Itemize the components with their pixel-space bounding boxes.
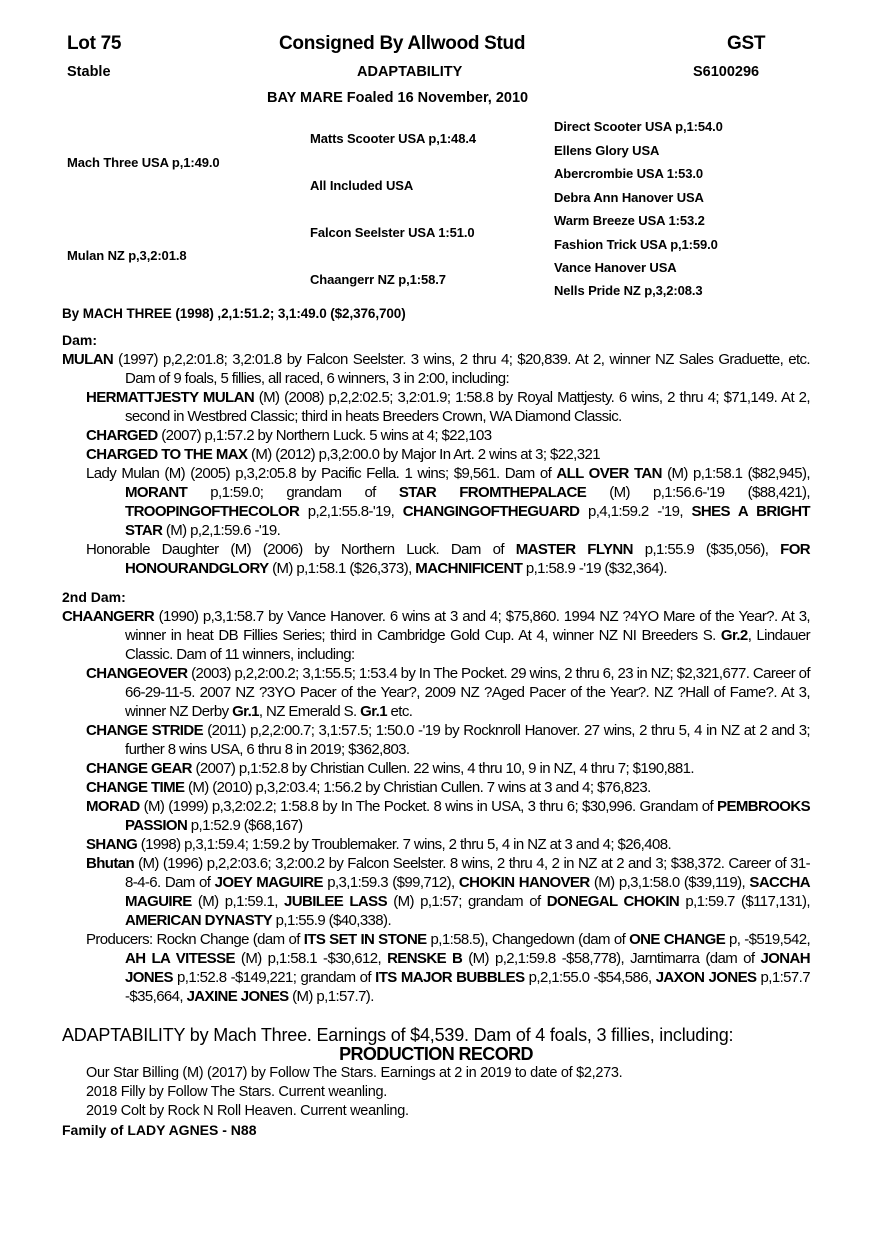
horse-name-bold: JUBILEE LASS (284, 893, 387, 910)
lot-number: Lot 75 (67, 33, 122, 54)
entry-text: , NZ Emerald S. (258, 703, 361, 720)
entry-text: p,1:59.7 ($117,131), (679, 893, 810, 910)
entry-text: p, -$519,542, (725, 931, 811, 948)
horse-name-bold: MASTER FLYNN (515, 541, 633, 558)
horse-name-bold: JONAH JONES (125, 950, 810, 986)
entry-text: (M) p,1:58.1 -$30,612, (234, 950, 388, 967)
entry-text: p,1:58.5), Changedown (dam of (426, 931, 630, 948)
entry-text: p,1:52.8 -$149,221; grandam of (172, 969, 376, 986)
entry-text: , Lindauer Classic. Dam of 11 winners, including: (125, 627, 810, 663)
horse-name-bold: ITS SET IN STONE (303, 931, 427, 948)
second-dam-label: 2nd Dam: (62, 589, 126, 605)
entry-text: (M) (2010) p,3,2:03.4; 1:56.2 by Christian Cullen. 7 wins at 3 and 4; $76,823. (184, 779, 651, 796)
summary-line: ADAPTABILITY by Mach Three. Earnings of $4,539. Dam of 4 foals, 3 fillies, including: (62, 1025, 734, 1045)
pedigree-gen3: Warm Breeze USA 1:53.2 (554, 213, 705, 228)
horse-name-bold: CHANGINGOFTHEGUARD (402, 503, 580, 520)
horse-name-bold: DONEGAL CHOKIN (546, 893, 680, 910)
horse-name-bold: FOR HONOURANDGLORY (125, 541, 810, 577)
code: GST (727, 33, 766, 54)
pedigree-gen3: Vance Hanover USA (554, 260, 677, 275)
entry-text: (M) p,1:56.6-'19 ($88,421), (586, 484, 810, 501)
horse-name-bold: ALL OVER TAN (556, 465, 662, 482)
progeny-entry (62, 759, 810, 778)
entry-text: (M) p,2,1:59.6 -'19. (162, 522, 281, 539)
horse-name-bold: MULAN (62, 351, 114, 368)
entry-text: (1997) p,2,2:01.8; 3,2:01.8 by Falcon Seelster. 3 wins, 2 thru 4; $20,839. At 2, winner NZ Sales Graduette, etc. Dam of 9 foals, 5 fillies, all raced, 6 winners, 3 in 2:00, including: (113, 351, 810, 387)
entry-text: p,1:55.9 ($35,056), (632, 541, 781, 558)
horse-name-bold: CHANGE TIME (86, 779, 185, 796)
entry-text: p,1:59.0; grandam of (187, 484, 399, 501)
entry-text: p,1:52.9 ($68,167) (187, 817, 303, 834)
progeny-entry (62, 778, 810, 797)
entry-text: (M) p,1:58.1 ($82,945), (661, 465, 810, 482)
progeny-entry (62, 426, 810, 445)
horse-name-bold: SACCHA MAGUIRE (125, 874, 810, 910)
entry-text: (2011) p,2,2:00.7; 3,1:57.5; 1:50.0 -'19 by Rocknroll Hanover. 27 wins, 2 thru 5, 4 in NZ at 2 and 3; further 8 wins USA, 6 thru 8 in 2019; $362,803. (125, 722, 810, 758)
horse-name-bold: CHAANGERR (62, 608, 155, 625)
pedigree-gen2: All Included USA (310, 178, 414, 193)
progeny-entry (62, 721, 810, 759)
progeny-entry (62, 445, 810, 464)
entry-text: etc. (386, 703, 413, 720)
horse-name-bold: SHANG (86, 836, 138, 853)
pedigree-gen3: Abercrombie USA 1:53.0 (554, 166, 704, 181)
horse-name-bold: CHANGE GEAR (86, 760, 192, 777)
pedigree-gen3: Fashion Trick USA p,1:59.0 (554, 237, 718, 252)
consignor: Consigned By Allwood Stud (279, 33, 526, 54)
entry-text: Lady Mulan (M) (2005) p,3,2:05.8 by Pacific Fella. 1 wins; $9,561. Dam of (86, 465, 557, 482)
horse-name-bold: Gr.1 (360, 703, 387, 720)
dam-entries (62, 350, 810, 578)
family-line: Family of LADY AGNES - N88 (62, 1122, 257, 1138)
horse-name-bold: CHANGE STRIDE (86, 722, 204, 739)
horse-name-bold: CHARGED (86, 427, 158, 444)
entry-text: (M) (2012) p,3,2:00.0 by Major In Art. 2 wins at 3; $22,321 (247, 446, 600, 463)
production-item: Our Star Billing (M) (2017) by Follow The Stars. Earnings at 2 in 2019 to date of $2,273. (86, 1065, 623, 1081)
entry-text: (M) (1999) p,3,2:02.2; 1:58.8 by In The Pocket. 8 wins in USA, 3 thru 6; $30,996. Grandam of (139, 798, 718, 815)
horse-name-bold: PEMBROOKS PASSION (125, 798, 810, 834)
horse-name-bold: CHARGED TO THE MAX (86, 446, 248, 463)
pedigree-gen3: Nells Pride NZ p,3,2:08.3 (554, 283, 703, 298)
second-dam-entries (62, 607, 810, 1006)
production-item: 2019 Colt by Rock N Roll Heaven. Current weanling. (86, 1103, 409, 1119)
pedigree-gen3: Direct Scooter USA p,1:54.0 (554, 119, 723, 134)
horse-name-bold: JAXON JONES (655, 969, 757, 986)
second-dam-section (62, 588, 810, 1006)
horse-name-bold: JAXINE JONES (186, 988, 289, 1005)
entry-text: (1990) p,3,1:58.7 by Vance Hanover. 6 wins at 3 and 4; $75,860. 1994 NZ ?4YO Mare of the Year?. At 3, winner in heat DB Fillies Series; third in Cambridge Gold Cup. At 4, winner NZ NI Breeders S. (125, 608, 810, 644)
horse-name: ADAPTABILITY (357, 64, 463, 80)
progeny-entry (62, 388, 810, 426)
progeny-entry (62, 930, 810, 1006)
progeny-entry (62, 797, 810, 835)
horse-name-bold: HERMATTJESTY MULAN (86, 389, 255, 406)
progeny-entry (62, 464, 810, 540)
horse-name-bold: AMERICAN DYNASTY (125, 912, 273, 929)
horse-name-bold: CHOKIN HANOVER (458, 874, 590, 891)
progeny-entry (62, 607, 810, 664)
entry-text: (M) p,1:59.1, (191, 893, 284, 910)
pedigree-sire: Mach Three USA p,1:49.0 (67, 155, 220, 170)
entry-text: p,1:58.9 -'19 ($32,364). (522, 560, 667, 577)
entry-text: p,1:55.9 ($40,338). (272, 912, 392, 929)
dam-label: Dam: (62, 332, 98, 348)
entry-text: Producers: Rockn Change (dam of (86, 931, 304, 948)
progeny-entry (62, 664, 810, 721)
horse-name-bold: ITS MAJOR BUBBLES (375, 969, 525, 986)
progeny-entry (62, 835, 810, 854)
pedigree-gen2: Falcon Seelster USA 1:51.0 (310, 225, 475, 240)
horse-name-bold: Gr.2 (720, 627, 748, 644)
horse-id: S6100296 (693, 64, 760, 80)
entry-text: (2003) p,2,2:00.2; 3,1:55.5; 1:53.4 by In The Pocket. 29 wins, 2 thru 6, 23 in NZ; $2,321,677. Career of 66-29-11-5. 2007 NZ ?3YO Pacer of the Year?, 2009 NZ ?Aged Pacer of the Year?. NZ ?Hall of Fame?. At 3, winner NZ Derby (125, 665, 810, 720)
horse-name-bold: Gr.1 (232, 703, 259, 720)
entry-text: (M) p,1:57.7). (288, 988, 374, 1005)
horse-name-bold: JOEY MAGUIRE (214, 874, 323, 891)
progeny-entry (62, 854, 810, 930)
location: Stable (67, 64, 111, 80)
entry-text: (2007) p,1:52.8 by Christian Cullen. 22 wins, 4 thru 10, 9 in NZ, 4 thru 7; $190,881. (191, 760, 694, 777)
entry-text: p,1:57.7 -$35,664, (125, 969, 810, 1005)
horse-name-bold: STAR FROMTHEPALACE (398, 484, 587, 501)
pedigree-gen2: Chaangerr NZ p,1:58.7 (310, 272, 446, 287)
entry-text: (M) (2008) p,2,2:02.5; 3,2:01.9; 1:58.8 by Royal Mattjesty. 6 wins, 2 thru 4; $71,149. At 2, second in Westbred Classic; third in heats Breeders Crown, WA Diamond Classic. (125, 389, 810, 425)
entry-text: (M) (1996) p,2,2:03.6; 3,2:00.2 by Falcon Seelster. 8 wins, 2 thru 4, 2 in NZ at 2 and 3; $38,372. Career of 31-8-4-6. Dam of (125, 855, 810, 891)
progeny-entry (62, 540, 810, 578)
sire-line: By MACH THREE (1998) ,2,1:51.2; 3,1:49.0 ($2,376,700) (62, 306, 406, 321)
pedigree-dam: Mulan NZ p,3,2:01.8 (67, 248, 187, 263)
entry-text: p,2,1:55.8-'19, (299, 503, 403, 520)
horse-name-bold: MACHNIFICENT (415, 560, 523, 577)
horse-name-bold: Bhutan (86, 855, 135, 872)
dam-section (62, 331, 810, 578)
horse-name-bold: AH LA VITESSE (125, 950, 235, 967)
entry-text: (2007) p,1:57.2 by Northern Luck. 5 wins at 4; $22,103 (157, 427, 492, 444)
pedigree-gen3: Ellens Glory USA (554, 143, 660, 158)
pedigree-gen3: Debra Ann Hanover USA (554, 190, 704, 205)
horse-name-bold: SHES A BRIGHT STAR (125, 503, 810, 539)
entry-text: (1998) p,3,1:59.4; 1:59.2 by Troublemaker. 7 wins, 2 thru 5, 4 in NZ at 3 and 4; $26,408. (137, 836, 672, 853)
entry-text: p,2,1:55.0 -$54,586, (524, 969, 656, 986)
entry-text: (M) p,1:58.1 ($26,373), (268, 560, 416, 577)
horse-name-bold: CHANGEOVER (86, 665, 188, 682)
horse-name-bold: ONE CHANGE (629, 931, 726, 948)
pedigree-gen2: Matts Scooter USA p,1:48.4 (310, 131, 476, 146)
entry-text: (M) p,1:57; grandam of (386, 893, 547, 910)
horse-name-bold: MORAD (86, 798, 140, 815)
progeny-entry (62, 350, 810, 388)
entry-text: Honorable Daughter (M) (2006) by Northern Luck. Dam of (86, 541, 516, 558)
horse-name-bold: RENSKE B (387, 950, 463, 967)
entry-text: (M) p,3,1:58.0 ($39,119), (589, 874, 750, 891)
entry-text: p,4,1:59.2 -'19, (579, 503, 692, 520)
horse-name-bold: TROOPINGOFTHECOLOR (125, 503, 300, 520)
production-title: PRODUCTION RECORD (339, 1044, 533, 1064)
horse-name-bold: MORANT (125, 484, 188, 501)
horse-description: BAY MARE Foaled 16 November, 2010 (267, 90, 529, 106)
entry-text: p,3,1:59.3 ($99,712), (322, 874, 459, 891)
production-item: 2018 Filly by Follow The Stars. Current weanling. (86, 1084, 387, 1100)
entry-text: (M) p,2,1:59.8 -$58,778), Jarntimarra (dam of (462, 950, 761, 967)
production-section (62, 1026, 810, 1140)
